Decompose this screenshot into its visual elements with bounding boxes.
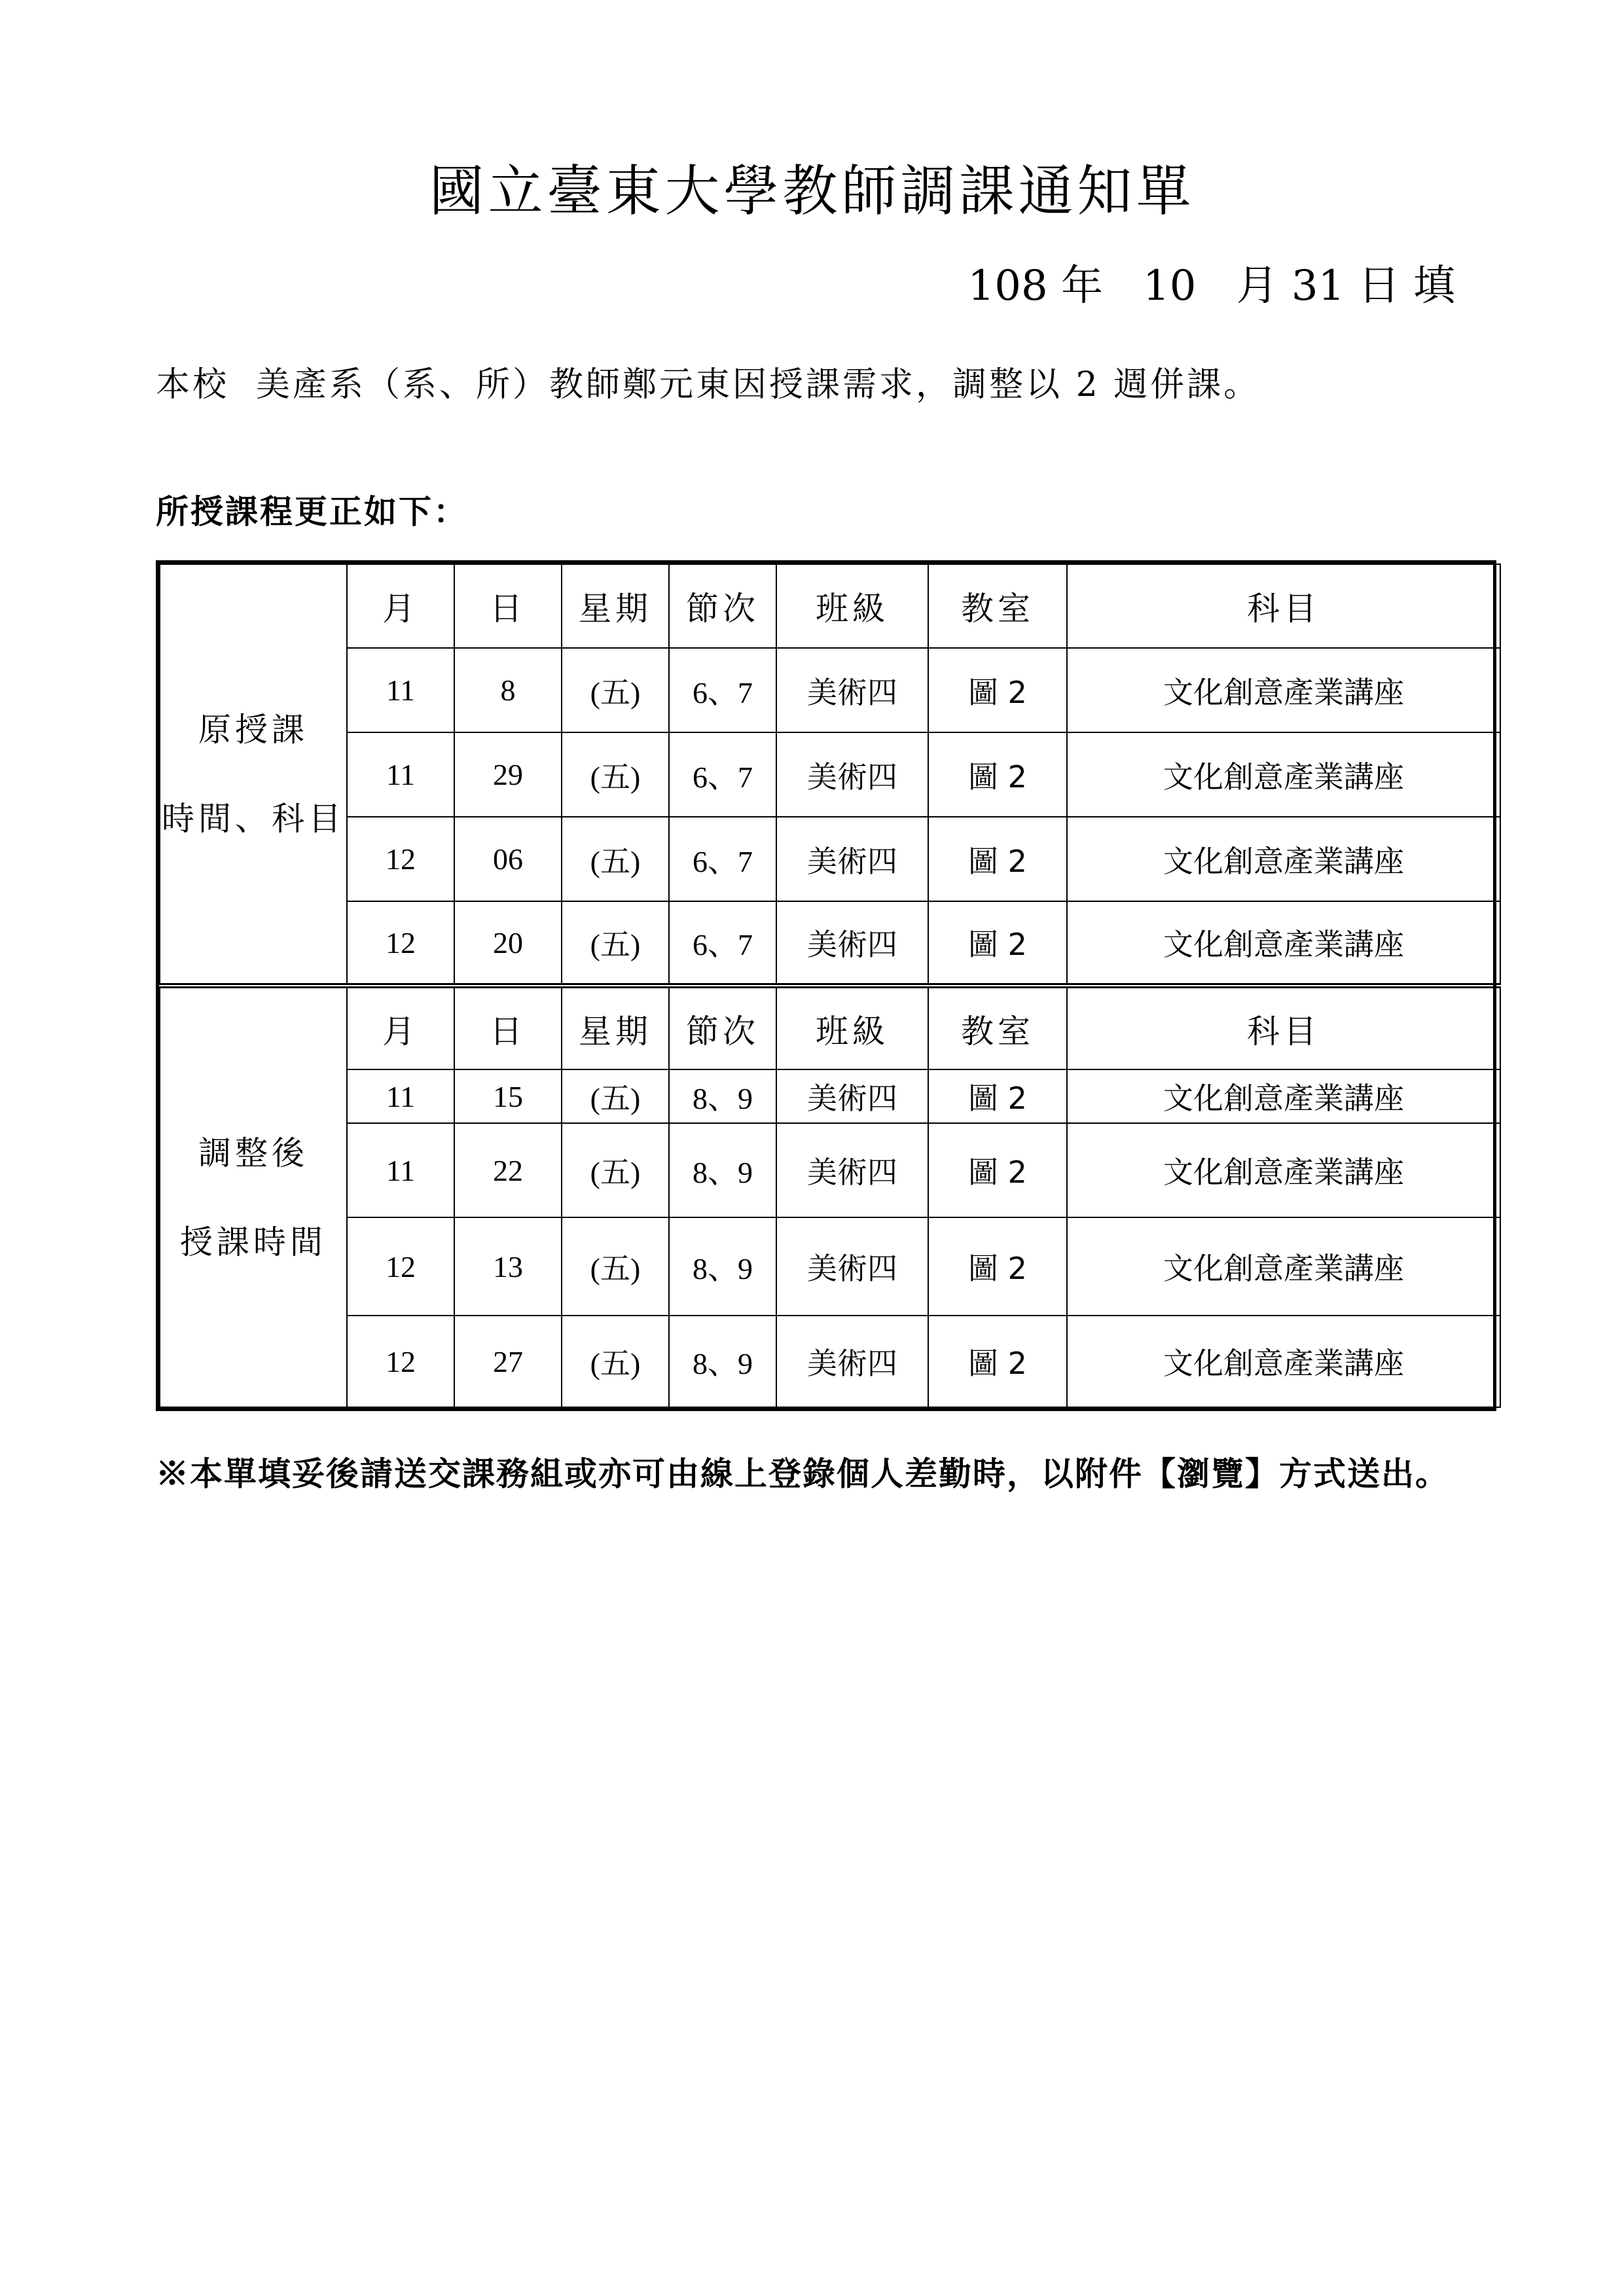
form-title: 國立臺東大學教師調課通知單	[429, 159, 1195, 223]
cell-weekday: (五)	[562, 901, 669, 986]
cell-room: 圖 2	[928, 1217, 1067, 1316]
adjusted-label-line2: 授課時間	[180, 1223, 327, 1261]
cell-subject: 文化創意產業講座	[1067, 1069, 1500, 1123]
cell-weekday: (五)	[562, 648, 669, 732]
header-month: 月	[347, 986, 454, 1069]
cell-class: 美術四	[776, 1069, 928, 1123]
cell-room: 圖 2	[928, 1123, 1067, 1217]
header-day: 日	[454, 986, 562, 1069]
cell-room: 圖 2	[928, 648, 1067, 732]
table-header-row	[160, 986, 1500, 1069]
cell-class: 美術四	[776, 817, 928, 901]
original-label-line1: 原授課	[198, 710, 308, 749]
submission-note: ※本單填妥後請送交課務組或亦可由線上登錄個人差勤時，以附件【瀏覽】方式送出。	[156, 1454, 1449, 1493]
table-row	[160, 1316, 1500, 1407]
cell-month: 11	[347, 1123, 454, 1217]
cell-subject: 文化創意產業講座	[1067, 901, 1500, 986]
cell-month: 11	[347, 1069, 454, 1123]
fill-date: 108 年 10 月 31 日 填	[967, 262, 1455, 310]
header-period: 節次	[669, 986, 776, 1069]
cell-subject: 文化創意產業講座	[1067, 1217, 1500, 1316]
cell-weekday: (五)	[562, 1316, 669, 1407]
cell-period: 8、9	[669, 1123, 776, 1217]
header-period: 節次	[669, 564, 776, 648]
cell-room: 圖 2	[928, 732, 1067, 817]
cell-month: 11	[347, 648, 454, 732]
header-room: 教室	[928, 986, 1067, 1069]
cell-month: 12	[347, 901, 454, 986]
cell-day: 06	[454, 817, 562, 901]
cell-weekday: (五)	[562, 817, 669, 901]
cell-period: 6、7	[669, 732, 776, 817]
table-row	[160, 732, 1500, 817]
cell-room: 圖 2	[928, 1316, 1067, 1407]
cell-weekday: (五)	[562, 1069, 669, 1123]
header-room: 教室	[928, 564, 1067, 648]
cell-day: 27	[454, 1316, 562, 1407]
cell-month: 12	[347, 1217, 454, 1316]
cell-subject: 文化創意產業講座	[1067, 1316, 1500, 1407]
cell-room: 圖 2	[928, 901, 1067, 986]
section-heading: 所授課程更正如下：	[156, 492, 468, 531]
header-weekday: 星期	[562, 564, 669, 648]
cell-period: 6、7	[669, 648, 776, 732]
cell-room: 圖 2	[928, 1069, 1067, 1123]
cell-day: 22	[454, 1123, 562, 1217]
cell-subject: 文化創意產業講座	[1067, 732, 1500, 817]
table-row	[160, 1123, 1500, 1217]
schedule-table	[156, 560, 1496, 1411]
table-row	[160, 901, 1500, 986]
cell-period: 6、7	[669, 901, 776, 986]
adjusted-label-line1: 調整後	[198, 1134, 308, 1172]
cell-weekday: (五)	[562, 1217, 669, 1316]
cell-day: 15	[454, 1069, 562, 1123]
cell-subject: 文化創意產業講座	[1067, 1123, 1500, 1217]
cell-class: 美術四	[776, 1217, 928, 1316]
intro-statement: 本校 美產系（系、所）教師鄭元東因授課需求，調整以 2 週併課。	[156, 365, 1261, 404]
cell-day: 13	[454, 1217, 562, 1316]
cell-month: 11	[347, 732, 454, 817]
cell-weekday: (五)	[562, 732, 669, 817]
cell-subject: 文化創意產業講座	[1067, 817, 1500, 901]
cell-day: 29	[454, 732, 562, 817]
cell-weekday: (五)	[562, 1123, 669, 1217]
header-subject: 科目	[1067, 564, 1500, 648]
header-class: 班級	[776, 564, 928, 648]
table-header-row	[160, 564, 1500, 648]
table-row	[160, 817, 1500, 901]
cell-class: 美術四	[776, 732, 928, 817]
cell-subject: 文化創意產業講座	[1067, 648, 1500, 732]
cell-period: 8、9	[669, 1069, 776, 1123]
table-row	[160, 1217, 1500, 1316]
cell-period: 8、9	[669, 1316, 776, 1407]
cell-month: 12	[347, 817, 454, 901]
table-row	[160, 648, 1500, 732]
original-group-label	[160, 564, 347, 986]
header-month: 月	[347, 564, 454, 648]
adjusted-group-label	[160, 986, 347, 1407]
header-day: 日	[454, 564, 562, 648]
header-weekday: 星期	[562, 986, 669, 1069]
table-row	[160, 1069, 1500, 1123]
cell-class: 美術四	[776, 901, 928, 986]
cell-day: 8	[454, 648, 562, 732]
cell-class: 美術四	[776, 1316, 928, 1407]
header-class: 班級	[776, 986, 928, 1069]
original-label-line2: 時間、科目	[162, 799, 345, 838]
cell-period: 6、7	[669, 817, 776, 901]
header-subject: 科目	[1067, 986, 1500, 1069]
cell-period: 8、9	[669, 1217, 776, 1316]
cell-day: 20	[454, 901, 562, 986]
cell-class: 美術四	[776, 648, 928, 732]
cell-room: 圖 2	[928, 817, 1067, 901]
cell-month: 12	[347, 1316, 454, 1407]
cell-class: 美術四	[776, 1123, 928, 1217]
